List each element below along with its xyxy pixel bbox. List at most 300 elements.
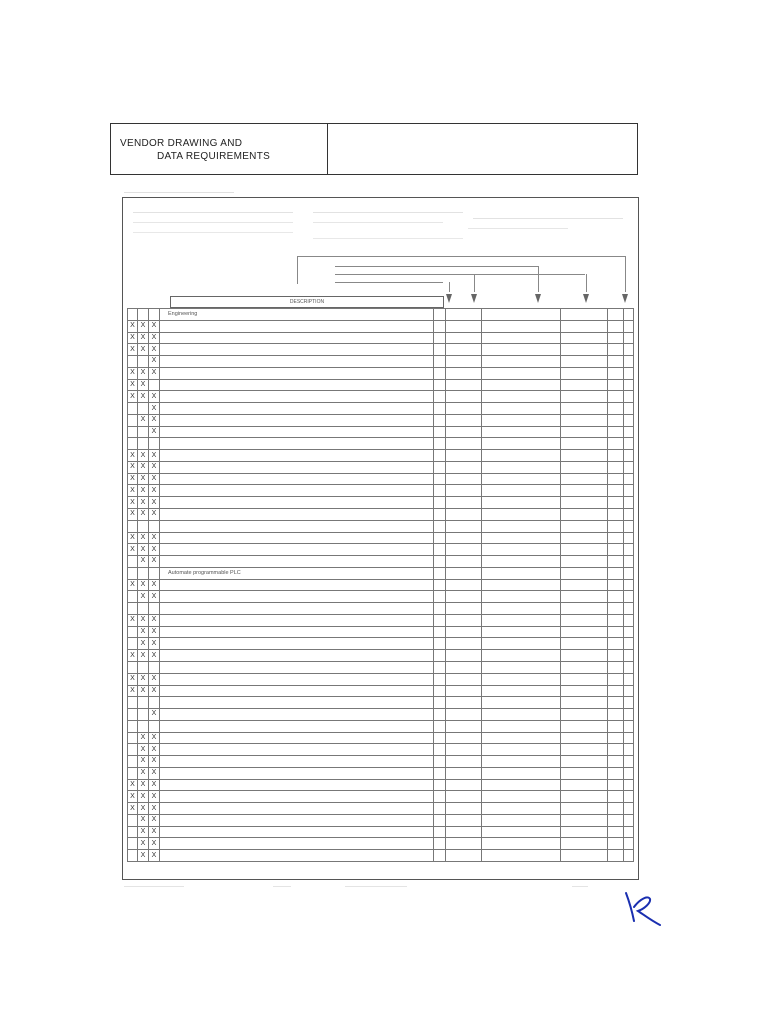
check-cell: X [149, 709, 160, 721]
table-row [128, 367, 634, 379]
check-cell: X [149, 744, 160, 756]
table-row [128, 779, 634, 791]
description-cell [160, 638, 434, 650]
status-cell [561, 661, 608, 673]
status-cell [624, 403, 634, 415]
status-cell [624, 556, 634, 568]
table-row [128, 520, 634, 532]
status-cell [434, 520, 446, 532]
status-cell [482, 803, 561, 815]
status-cell [608, 756, 624, 768]
table-row [128, 414, 634, 426]
status-cell [561, 838, 608, 850]
status-cell [482, 461, 561, 473]
status-cell [561, 544, 608, 556]
status-cell [624, 826, 634, 838]
status-cell [608, 744, 624, 756]
check-cell: X [138, 826, 149, 838]
status-cell [624, 414, 634, 426]
check-cell: X [149, 756, 160, 768]
check-cell: X [128, 685, 138, 697]
status-cell [482, 414, 561, 426]
check-cell: X [149, 414, 160, 426]
status-cell [624, 803, 634, 815]
check-cell [149, 661, 160, 673]
check-cell: X [138, 473, 149, 485]
status-cell [561, 673, 608, 685]
status-cell [446, 791, 482, 803]
status-cell [561, 426, 608, 438]
check-cell [128, 603, 138, 615]
table-row [128, 767, 634, 779]
status-cell [446, 509, 482, 521]
check-cell [128, 744, 138, 756]
status-cell [446, 779, 482, 791]
status-cell [434, 379, 446, 391]
section-heading [160, 697, 434, 709]
status-cell [482, 567, 561, 579]
check-cell: X [138, 485, 149, 497]
status-cell [561, 309, 608, 321]
table-row [128, 614, 634, 626]
faint-legend-stroke [473, 218, 623, 219]
status-cell [482, 450, 561, 462]
connector-line [335, 282, 443, 283]
check-cell [128, 414, 138, 426]
status-cell [446, 520, 482, 532]
table-row [128, 391, 634, 403]
check-cell: X [149, 650, 160, 662]
status-cell [608, 509, 624, 521]
status-cell [561, 779, 608, 791]
description-cell [160, 367, 434, 379]
check-cell: X [138, 673, 149, 685]
status-cell [624, 567, 634, 579]
description-cell [160, 614, 434, 626]
status-cell [482, 779, 561, 791]
status-cell [482, 744, 561, 756]
check-cell: X [149, 473, 160, 485]
connector-line [335, 266, 538, 267]
description-cell [160, 509, 434, 521]
check-cell: X [138, 744, 149, 756]
description-cell [160, 779, 434, 791]
status-cell [446, 756, 482, 768]
status-cell [561, 532, 608, 544]
description-cell [160, 767, 434, 779]
status-cell [608, 426, 624, 438]
check-cell: X [149, 791, 160, 803]
description-cell [160, 673, 434, 685]
status-cell [561, 720, 608, 732]
table-row [128, 744, 634, 756]
status-cell [608, 603, 624, 615]
check-cell [138, 709, 149, 721]
table-row [128, 661, 634, 673]
status-cell [608, 826, 624, 838]
status-cell [608, 414, 624, 426]
check-cell [138, 520, 149, 532]
check-cell: X [138, 650, 149, 662]
status-cell [561, 414, 608, 426]
description-cell [160, 403, 434, 415]
status-cell [482, 673, 561, 685]
table-row [128, 838, 634, 850]
status-cell [482, 344, 561, 356]
status-cell [561, 461, 608, 473]
status-cell [608, 485, 624, 497]
header-title-line2: DATA REQUIREMENTS [157, 151, 271, 162]
description-cell [160, 544, 434, 556]
arrow-down-icon [471, 294, 477, 303]
status-cell [446, 614, 482, 626]
check-cell: X [138, 803, 149, 815]
check-cell: X [138, 791, 149, 803]
check-cell: X [128, 391, 138, 403]
section-heading [160, 438, 434, 450]
status-cell [446, 450, 482, 462]
check-cell [128, 567, 138, 579]
status-cell [482, 697, 561, 709]
description-cell [160, 320, 434, 332]
check-cell: X [149, 332, 160, 344]
status-cell [608, 779, 624, 791]
status-cell [624, 520, 634, 532]
check-cell: X [128, 379, 138, 391]
status-cell [608, 556, 624, 568]
status-cell [446, 438, 482, 450]
check-cell [138, 438, 149, 450]
status-cell [434, 320, 446, 332]
status-cell [446, 814, 482, 826]
check-cell: X [149, 450, 160, 462]
description-cell [160, 756, 434, 768]
status-cell [434, 650, 446, 662]
status-cell [434, 426, 446, 438]
status-cell [561, 497, 608, 509]
status-cell [446, 579, 482, 591]
check-cell [128, 814, 138, 826]
table-row [128, 309, 634, 321]
description-header: DESCRIPTION [170, 296, 444, 308]
check-cell [128, 356, 138, 368]
check-cell: X [149, 461, 160, 473]
check-cell: X [149, 779, 160, 791]
check-cell [149, 309, 160, 321]
status-cell [608, 709, 624, 721]
status-cell [624, 767, 634, 779]
status-cell [608, 309, 624, 321]
status-cell [434, 744, 446, 756]
status-cell [482, 850, 561, 862]
table-row [128, 426, 634, 438]
status-cell [608, 697, 624, 709]
description-cell [160, 579, 434, 591]
status-cell [608, 838, 624, 850]
check-cell: X [138, 614, 149, 626]
status-cell [446, 838, 482, 850]
status-cell [482, 367, 561, 379]
check-cell: X [138, 332, 149, 344]
status-cell [482, 403, 561, 415]
table-row [128, 626, 634, 638]
status-cell [624, 603, 634, 615]
description-cell [160, 426, 434, 438]
status-cell [624, 309, 634, 321]
status-cell [608, 320, 624, 332]
footer-stroke [572, 886, 588, 887]
status-cell [608, 438, 624, 450]
check-cell [138, 403, 149, 415]
status-cell [446, 591, 482, 603]
section-heading [160, 720, 434, 732]
table-row [128, 826, 634, 838]
check-cell: X [149, 614, 160, 626]
status-cell [434, 579, 446, 591]
status-cell [608, 591, 624, 603]
status-cell [434, 509, 446, 521]
check-cell: X [128, 485, 138, 497]
faint-legend-stroke [313, 238, 463, 239]
check-cell [149, 697, 160, 709]
status-cell [434, 356, 446, 368]
check-cell: X [149, 426, 160, 438]
status-cell [608, 791, 624, 803]
check-cell: X [149, 391, 160, 403]
status-cell [446, 744, 482, 756]
status-cell [446, 485, 482, 497]
footer-stroke [273, 886, 291, 887]
check-cell [128, 838, 138, 850]
status-cell [608, 344, 624, 356]
status-cell [446, 356, 482, 368]
check-cell: X [128, 791, 138, 803]
connector-line [538, 266, 539, 292]
status-cell [561, 438, 608, 450]
status-cell [608, 532, 624, 544]
status-cell [561, 826, 608, 838]
status-cell [434, 614, 446, 626]
table-row [128, 461, 634, 473]
status-cell [434, 309, 446, 321]
status-cell [446, 332, 482, 344]
check-cell: X [138, 379, 149, 391]
check-cell: X [138, 414, 149, 426]
check-cell: X [138, 579, 149, 591]
check-cell: X [149, 579, 160, 591]
check-cell [149, 567, 160, 579]
check-cell: X [138, 732, 149, 744]
description-cell [160, 391, 434, 403]
check-cell [138, 567, 149, 579]
status-cell [561, 638, 608, 650]
status-cell [434, 344, 446, 356]
status-cell [434, 532, 446, 544]
check-cell: X [138, 779, 149, 791]
status-cell [624, 332, 634, 344]
check-cell [128, 661, 138, 673]
status-cell [561, 367, 608, 379]
status-cell [434, 673, 446, 685]
status-cell [624, 532, 634, 544]
status-cell [561, 614, 608, 626]
status-cell [482, 391, 561, 403]
status-cell [446, 850, 482, 862]
status-cell [446, 732, 482, 744]
status-cell [608, 720, 624, 732]
check-cell: X [138, 838, 149, 850]
table-row [128, 509, 634, 521]
status-cell [561, 591, 608, 603]
description-cell [160, 732, 434, 744]
check-cell: X [128, 332, 138, 344]
status-cell [482, 532, 561, 544]
description-cell [160, 461, 434, 473]
check-cell: X [138, 756, 149, 768]
status-cell [482, 332, 561, 344]
faint-legend-stroke [133, 212, 293, 213]
check-cell [128, 638, 138, 650]
status-cell [624, 697, 634, 709]
status-cell [434, 626, 446, 638]
status-cell [446, 720, 482, 732]
status-cell [434, 473, 446, 485]
status-cell [446, 638, 482, 650]
status-cell [624, 497, 634, 509]
status-cell [434, 332, 446, 344]
status-cell [434, 603, 446, 615]
check-cell [138, 661, 149, 673]
status-cell [482, 579, 561, 591]
status-cell [561, 450, 608, 462]
status-cell [482, 356, 561, 368]
status-cell [446, 603, 482, 615]
connector-line [297, 256, 625, 257]
check-cell: X [128, 497, 138, 509]
check-cell: X [138, 850, 149, 862]
check-cell: X [138, 591, 149, 603]
status-cell [561, 485, 608, 497]
description-cell [160, 685, 434, 697]
status-cell [482, 603, 561, 615]
check-cell [128, 732, 138, 744]
table-row [128, 567, 634, 579]
check-cell: X [128, 779, 138, 791]
status-cell [608, 332, 624, 344]
description-cell [160, 803, 434, 815]
faint-legend-stroke [133, 222, 293, 223]
status-cell [446, 661, 482, 673]
status-cell [624, 544, 634, 556]
faint-legend-stroke [313, 222, 443, 223]
check-cell [138, 697, 149, 709]
table-row [128, 485, 634, 497]
status-cell [482, 309, 561, 321]
table-row [128, 579, 634, 591]
status-cell [446, 497, 482, 509]
status-cell [482, 485, 561, 497]
description-cell [160, 838, 434, 850]
check-cell: X [138, 450, 149, 462]
status-cell [624, 356, 634, 368]
status-cell [446, 567, 482, 579]
connector-line [474, 274, 475, 292]
description-cell [160, 591, 434, 603]
status-cell [482, 438, 561, 450]
status-cell [624, 779, 634, 791]
table-row [128, 791, 634, 803]
check-cell: X [128, 544, 138, 556]
check-cell: X [128, 509, 138, 521]
status-cell [561, 356, 608, 368]
check-cell [128, 426, 138, 438]
header-title-cell [111, 124, 328, 174]
status-cell [608, 661, 624, 673]
status-cell [446, 367, 482, 379]
status-cell [434, 685, 446, 697]
status-cell [446, 344, 482, 356]
status-cell [624, 850, 634, 862]
status-cell [482, 497, 561, 509]
status-cell [561, 814, 608, 826]
check-cell [128, 520, 138, 532]
status-cell [624, 638, 634, 650]
table-row [128, 720, 634, 732]
check-cell: X [138, 544, 149, 556]
status-cell [624, 650, 634, 662]
status-cell [561, 556, 608, 568]
status-cell [624, 756, 634, 768]
check-cell [128, 556, 138, 568]
check-cell: X [149, 767, 160, 779]
check-cell: X [128, 650, 138, 662]
table-row [128, 814, 634, 826]
arrow-down-icon [535, 294, 541, 303]
status-cell [446, 826, 482, 838]
table-row [128, 673, 634, 685]
check-cell: X [138, 461, 149, 473]
table-row [128, 591, 634, 603]
status-cell [624, 791, 634, 803]
check-cell: X [149, 638, 160, 650]
status-cell [624, 814, 634, 826]
check-cell [149, 720, 160, 732]
status-cell [482, 591, 561, 603]
table-row [128, 556, 634, 568]
check-cell: X [149, 556, 160, 568]
check-cell: X [138, 497, 149, 509]
status-cell [434, 803, 446, 815]
status-cell [608, 356, 624, 368]
section-heading [160, 661, 434, 673]
check-cell: X [149, 356, 160, 368]
status-cell [608, 461, 624, 473]
status-cell [561, 579, 608, 591]
status-cell [608, 579, 624, 591]
status-cell [482, 685, 561, 697]
check-cell: X [138, 814, 149, 826]
status-cell [561, 697, 608, 709]
description-cell [160, 497, 434, 509]
status-cell [434, 779, 446, 791]
check-cell [128, 767, 138, 779]
status-cell [434, 814, 446, 826]
status-cell [482, 320, 561, 332]
check-cell: X [138, 509, 149, 521]
status-cell [446, 685, 482, 697]
check-cell [128, 697, 138, 709]
status-cell [561, 709, 608, 721]
